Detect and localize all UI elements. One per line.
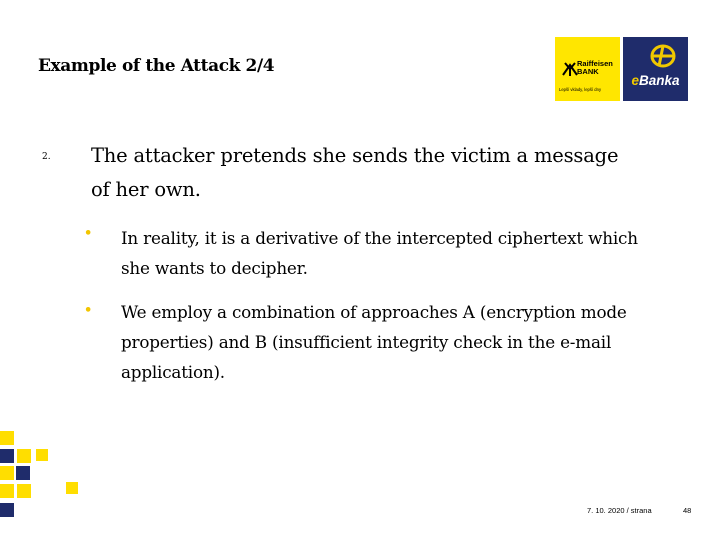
- ebanka-wordmark: eBanka: [631, 73, 680, 88]
- ebanka-logo: [623, 37, 688, 101]
- raiffeisen-slogan: Lepší vklady, lepší dny: [559, 87, 602, 92]
- bullet-dot-icon: •: [84, 303, 93, 318]
- raiffeisen-logo: [555, 37, 620, 101]
- list-number: 2.: [42, 152, 51, 162]
- slide-title: Example of the Attack 2/4: [38, 56, 275, 76]
- bullet-item: In reality, it is a derivative of the intercepted ciphertext which she wants to decipher.: [121, 228, 638, 278]
- lead-text: The attacker pretends she sends the victim a message of her own.: [91, 144, 619, 201]
- footer-date: 7. 10. 2020 / strana: [587, 506, 652, 515]
- page-number: 48: [683, 506, 692, 515]
- bullet-dot-icon: •: [84, 226, 93, 241]
- bullet-item: We employ a combination of approaches A (encryption mode properties) and B (insufficient integrity check in the e-mail application).: [121, 302, 627, 382]
- ebanka-emblem-icon: [649, 43, 677, 69]
- raiffeisen-name: Raiffeisen BANK: [577, 59, 613, 76]
